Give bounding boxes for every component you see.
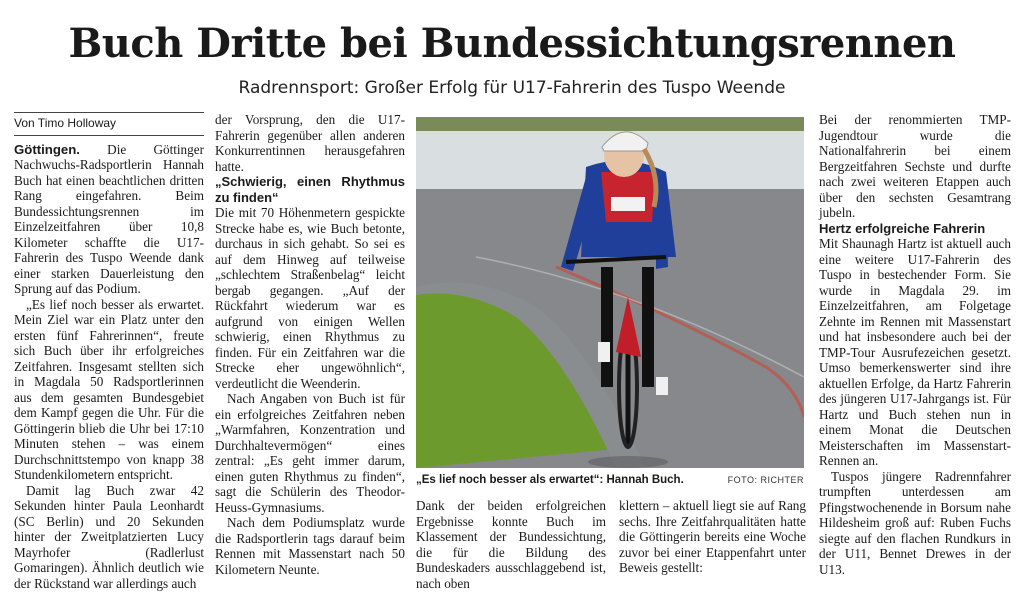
article-column-3 (416, 498, 606, 591)
subheadline: Radrennsport: Großer Erfolg für U17-Fahrerin des Tuspo Weende (238, 78, 786, 98)
subheading: „Schwierig, einen Rhythmus zu finden“ (215, 174, 405, 205)
headline: Buch Dritte bei Bundessichtungsrennen (68, 20, 956, 67)
caption-text: „Es lief noch besser als erwartet“: Hannah Buch. (416, 474, 684, 486)
article-column-2 (215, 112, 405, 577)
paragraph: Nach dem Podiumsplatz wurde die Radsportlerin tags darauf beim Rennen mit Massenstart nach 50 Kilometern Neunte. (215, 515, 405, 577)
paragraph: Die Göttinger Nachwuchs-Radsportlerin Hannah Buch hat einen beachtlichen dritten Rang eingefahren. Beim Bundessichtungsrennen im Einzelzeitfahren über 10,8 Kilometer schaffte die U17-Fahrerin des Tuspo Weende dank einer starken Dauerleistung den Sprung auf das Podium. (14, 141, 204, 296)
paragraph: Bei der renommierten TMP-Jugendtour wurde die Nationalfahrerin bei einem Bergzeitfahren Sechste und durfte nach zwei weiteren Etappen auch über den sechsten Gesamtrang jubeln. (819, 112, 1011, 220)
paragraph: Mit Shaunagh Hartz ist aktuell auch eine weitere U17-Fahrerin des Tuspo in bestechender Form. Sie wurde in Magdala 29. im Einzelzeitfahren, am Folgetage Zehnte im Rennen mit Massenstart und hat insbesondere auch bei der TMP-Tour Ausrufezeichen gesetzt. Umso bemerkenswerter sind ihre aktuellen Erfolge, da Hartz Fahrerin des jüngeren U17-Jahrgangs ist. Für Hartz und Buch stehen nun in einem Monat die Deutschen Meisterschaften im Massenstart-Rennen an. (819, 236, 1011, 468)
photo-credit: FOTO: RICHTER (727, 475, 804, 485)
paragraph: Dank der beiden erfolgreichen Ergebnisse konnte Buch im Klassement der Bundessichtung, die für die Bildung des Bundeskaders ausschlaggebend ist, nach oben (416, 498, 606, 591)
paragraph: klettern – aktuell liegt sie auf Rang sechs. Ihre Zeitfahrqualitäten hatte die Göttingerin bereits eine Woche zuvor bei einer Etappenfahrt unter Beweis gestellt: (619, 498, 806, 575)
paragraph: der Vorsprung, den die U17-Fahrerin gegenüber allen anderen Konkurrentinnen herausgefahren hatte. (215, 112, 405, 174)
paragraph: „Es lief noch besser als erwartet. Mein Ziel war ein Platz unter den ersten fünf Fahrerinnen“, freute sich Buch über ihr erfolgreiches Zeitfahren. Insgesamt stellten sich in Magdala 50 Radsportlerinnen aus dem gesamten Bundesgebiet dem Kampf gegen die Uhr. Für die Göttingerin blieb die Uhr bei 17:10 Minuten stehen – was einem Durchschnittstempo von knapp 38 Stundenkilometern entspricht. (14, 296, 204, 482)
photo-illustration (416, 117, 804, 468)
subheading: Hertz erfolgreiche Fahrerin (819, 220, 986, 236)
byline: Von Timo Holloway (14, 112, 204, 136)
cyclist-photo (416, 117, 804, 468)
article-column-5 (819, 112, 1011, 577)
paragraph: Nach Angaben von Buch ist für ein erfolgreiches Zeitfahren neben „Warmfahren, Konzentration und Durchhaltevermögen“ eines zentral: „Es geht immer darum, einen guten Rhythmus zu finden“, sagt die Schülerin des Theodor-Heuss-Gymnasiums. (215, 391, 405, 515)
dateline: Göttingen. (14, 141, 80, 157)
paragraph: Tuspos jüngere Radrennfahrer trumpften unterdessen am Pfingstwochenende in Borsum nahe Hildesheim groß auf: Ruben Fuchs siegte auf den flachen Rundkurs in der U11, Bennet Drewes in der U13. (819, 468, 1011, 577)
photo-caption (416, 474, 804, 486)
paragraph: Die mit 70 Höhenmetern gespickte Strecke habe es, wie Buch betonte, durchaus in sich gehabt. So sei es auf dem Hinweg auf teilweise „schlechtem Straßenbelag“ leicht bergab gegangen. „Auf der Rückfahrt wiederum war es aufgrund von einigen Wellen schwierig, einen Rhythmus zu finden. Für ein Zeitfahren war die Strecke eher ungewöhnlich“, verdeutlicht die Weenderin. (215, 205, 405, 391)
article-column-4 (619, 498, 806, 576)
paragraph: Damit lag Buch zwar 42 Sekunden hinter Paula Leonhardt (SC Berlin) und 20 Sekunden hinter der Zweitplatzierten Lucy Mayrhofer (Radlerlust Gomaringen). Ähnlich deutlich wie der Rückstand war allerdings auch (14, 482, 204, 591)
article-column-1 (14, 112, 204, 591)
